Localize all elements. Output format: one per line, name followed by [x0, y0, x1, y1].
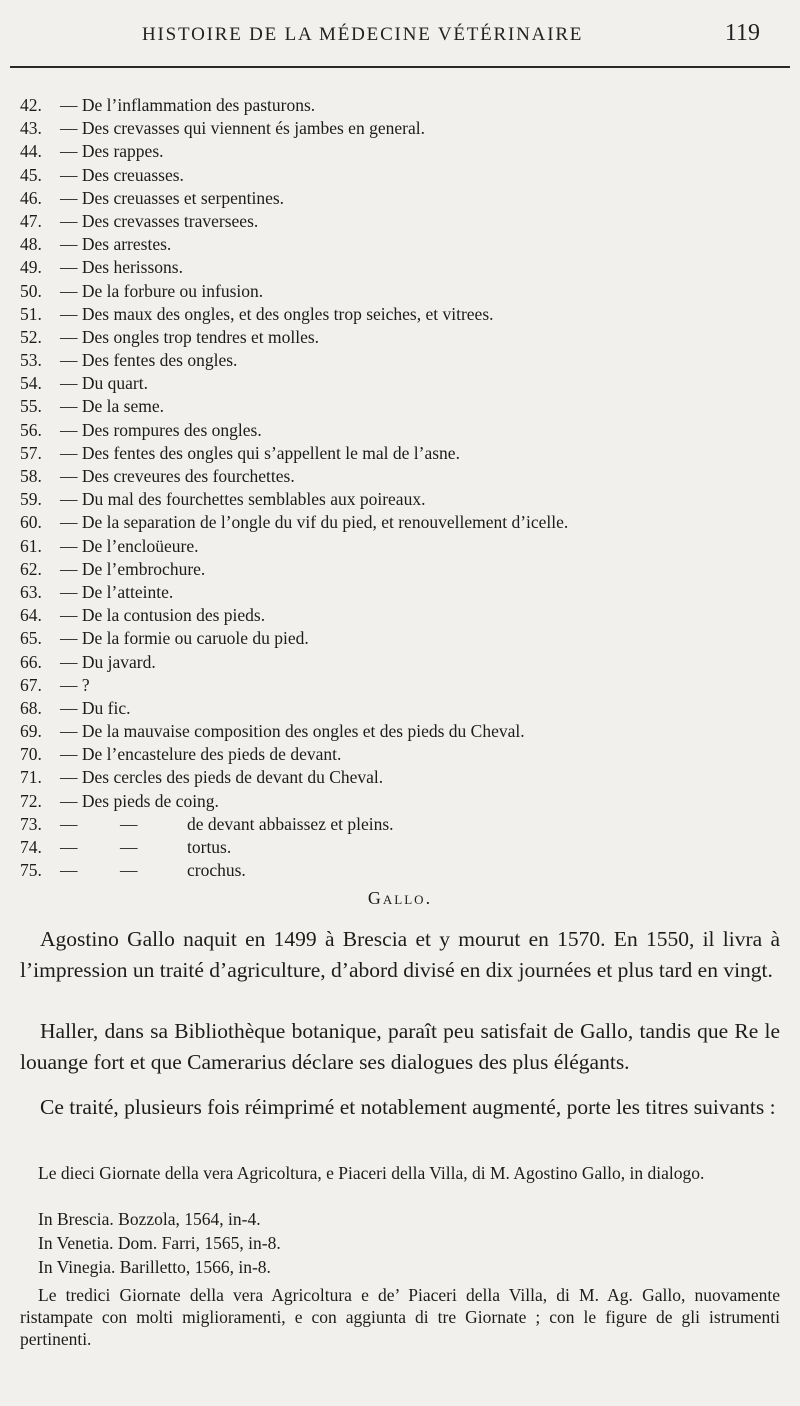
- list-item: 44. — Des rappes.: [20, 141, 164, 162]
- list-item: 55. — De la seme.: [20, 396, 164, 417]
- list-item: 57. — Des fentes des ongles qui s’appellent le mal de l’asne.: [20, 442, 460, 463]
- list-item: 68. — Du fic.: [20, 697, 131, 718]
- list-item: 60. — De la separation de l’ongle du vif du pied, et renouvellement d’icelle.: [20, 512, 569, 533]
- list-item: 66. — Du javard.: [20, 651, 156, 672]
- list-item: 48. — Des arrestes.: [20, 234, 172, 255]
- list-item-ditto: 74. — — tortus.: [20, 837, 232, 857]
- list-item: 43. — Des crevasses qui viennent és jambes en general.: [20, 118, 425, 139]
- list-item: 67. — ?: [20, 674, 90, 695]
- list-item: 71. — Des cercles des pieds de devant du Cheval.: [20, 767, 384, 788]
- list-item: 62. — De l’embrochure.: [20, 558, 206, 579]
- list-item: 47. — Des crevasses traversees.: [20, 210, 259, 231]
- paragraph: Agostino Gallo naquit en 1499 à Brescia et y mourut en 1570. En 1550, il livra à l’impression un traité d’agriculture, d’abord divisé en dix journées et plus tard en vingt.: [20, 927, 780, 982]
- list-item: 70. — De l’encastelure des pieds de devant.: [20, 744, 342, 765]
- list-item: 69. — De la mauvaise composition des ongles et des pieds du Cheval.: [20, 721, 525, 742]
- list-item: 50. — De la forbure ou infusion.: [20, 280, 264, 301]
- list-item: 45. — Des creuasses.: [20, 164, 184, 185]
- list-item: 61. — De l’encloüeure.: [20, 535, 199, 556]
- list-item-ditto: 73. — — de devant abbaissez et pleins.: [20, 813, 394, 834]
- imprint-line: In Vinegia. Barilletto, 1566, in-8.: [38, 1257, 271, 1277]
- list-item: 46. — Des creuasses et serpentines.: [20, 187, 285, 208]
- list-item: 49. — Des herissons.: [20, 257, 183, 278]
- list-item: 64. — De la contusion des pieds.: [20, 605, 266, 626]
- bibliographic-entry: Le tredici Giornate della vera Agricoltura e de’ Piaceri della Villa, di M. Ag. Gallo, nuovamente ristampate con molti miglioramenti, e con aggiunta di tre Giornate ; con le figure de gli istrumenti pertinenti.: [20, 1285, 780, 1349]
- header-rule: [10, 66, 790, 68]
- list-item: 51. — Des maux des ongles, et des ongles trop seiches, et vitrees.: [20, 303, 494, 324]
- list-item: 63. — De l’atteinte.: [20, 581, 174, 602]
- paragraph: Ce traité, plusieurs fois réimprimé et notablement augmenté, porte les titres suivants :: [40, 1095, 776, 1119]
- list-item: 56. — Des rompures des ongles.: [20, 419, 262, 440]
- list-item: 65. — De la formie ou caruole du pied.: [20, 628, 309, 649]
- page-number: 119: [724, 20, 760, 46]
- list-item: 54. — Du quart.: [20, 373, 148, 394]
- list-item: 42. — De l’inflammation des pasturons.: [20, 95, 316, 115]
- list-item: 58. — Des creveures des fourchettes.: [20, 466, 295, 486]
- imprint-line: In Venetia. Dom. Farri, 1565, in-8.: [38, 1233, 281, 1253]
- list-item-ditto: 75. — — crochus.: [20, 860, 246, 881]
- list-item: 52. — Des ongles trop tendres et molles.: [20, 326, 320, 347]
- list-item: 53. — Des fentes des ongles.: [20, 350, 238, 371]
- running-title: HISTOIRE DE LA MÉDECINE VÉTÉRINAIRE: [142, 24, 584, 45]
- bibliographic-entry: Le dieci Giornate della vera Agricoltura, e Piaceri della Villa, di M. Agostino Gallo, in dialogo.: [38, 1163, 705, 1183]
- page-header: [0, 20, 800, 64]
- section-title: Gallo.: [367, 888, 433, 908]
- list-item: 59. — Du mal des fourchettes semblables aux poireaux.: [20, 489, 426, 510]
- imprint-line: In Brescia. Bozzola, 1564, in-4.: [38, 1209, 261, 1229]
- paragraph: Haller, dans sa Bibliothèque botanique, paraît peu satisfait de Gallo, tandis que Re le louange fort et que Camerarius déclare ses dialogues des plus élégants.: [20, 1019, 780, 1074]
- list-item: 72. — Des pieds de coing.: [20, 790, 219, 811]
- numbered-list: [20, 94, 790, 882]
